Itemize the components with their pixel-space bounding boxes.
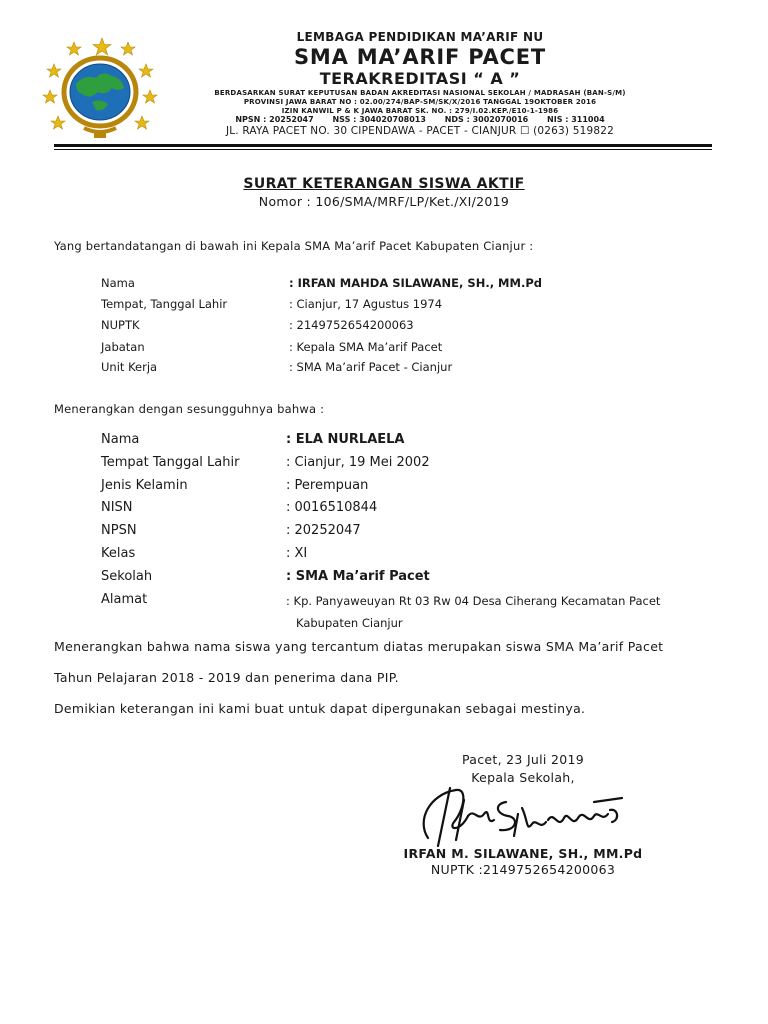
- field-value: : ELA NURLAELA: [286, 432, 405, 447]
- letterhead-divider: [54, 149, 712, 150]
- star-icon: [121, 42, 135, 55]
- nis-id: NIS : 311004: [547, 115, 605, 124]
- closing-paragraph: Demikian keterangan ini kami buat untuk dapat dipergunakan sebagai mestinya.: [54, 701, 586, 716]
- field-label: Alamat: [101, 592, 148, 607]
- letterhead-organization: LEMBAGA PENDIDIKAN MA’ARIF NU: [296, 30, 544, 44]
- npsn-id: NPSN : 20252047: [235, 115, 314, 124]
- signature-nuptk: NUPTK :2149752654200063: [430, 862, 616, 877]
- letterhead-divider: [54, 144, 712, 147]
- body-paragraph: Tahun Pelajaran 2018 - 2019 dan penerima dana PIP.: [54, 670, 399, 685]
- document-number: Nomor : 106/SMA/MRF/LP/Ket./XI/2019: [258, 194, 510, 209]
- body-paragraph: Menerangkan bahwa nama siswa yang tercantum diatas merupakan siswa SMA Ma’arif Pacet: [54, 639, 664, 654]
- nds-id: NDS : 3002070016: [444, 115, 529, 124]
- letterhead-school-name: SMA MA’ARIF PACET: [293, 45, 547, 69]
- field-value: : Cianjur, 19 Mei 2002: [286, 455, 430, 470]
- letterhead-accreditation: TERAKREDITASI “ A ”: [319, 69, 521, 88]
- statement-paragraph: Menerangkan dengan sesungguhnya bahwa :: [54, 402, 325, 416]
- letterhead-decree-line: PROVINSI JAWA BARAT NO : 02.00/274/BAP-SM/SK/X/2016 TANGGAL 19OKTOBER 2016: [243, 98, 597, 106]
- field-value: : 20252047: [286, 523, 361, 538]
- field-value: : 2149752654200063: [289, 318, 414, 332]
- star-icon: [47, 64, 61, 77]
- document-title: SURAT KETERANGAN SISWA AKTIF: [243, 176, 525, 192]
- field-label: NUPTK: [101, 318, 140, 332]
- signature-name: IRFAN M. SILAWANE, SH., MM.Pd: [403, 846, 643, 861]
- signature-position: Kepala Sekolah,: [471, 770, 575, 785]
- school-logo: [40, 36, 160, 142]
- field-label: Jabatan: [101, 340, 145, 354]
- field-value: : Kepala SMA Ma’arif Pacet: [289, 340, 443, 354]
- field-value: Kabupaten Cianjur: [296, 616, 403, 630]
- field-value: : IRFAN MAHDA SILAWANE, SH., MM.Pd: [289, 276, 542, 290]
- intro-paragraph: Yang bertandatangan di bawah ini Kepala SMA Ma’arif Pacet Kabupaten Cianjur :: [54, 239, 534, 253]
- star-icon: [43, 90, 57, 103]
- field-value: : Cianjur, 17 Agustus 1974: [289, 297, 443, 311]
- field-label: Nama: [101, 276, 135, 290]
- field-value: : Perempuan: [286, 478, 369, 493]
- field-label: Tempat, Tanggal Lahir: [101, 297, 228, 311]
- field-label: Sekolah: [101, 569, 153, 584]
- letterhead-identifiers: [150, 115, 690, 124]
- field-value: : XI: [286, 546, 308, 561]
- field-label: Jenis Kelamin: [101, 478, 188, 493]
- field-label: NISN: [101, 500, 133, 515]
- star-icon: [67, 42, 81, 55]
- handwritten-signature: [408, 780, 648, 850]
- signature-place-date: Pacet, 23 Juli 2019: [462, 752, 584, 767]
- field-label: Kelas: [101, 546, 136, 561]
- letterhead-decree-line: IZIN KANWIL P & K JAWA BARAT SK. NO. : 279/I.02.KEP./E10-1-1986: [281, 107, 559, 115]
- field-label: Tempat Tanggal Lahir: [101, 455, 240, 470]
- letterhead-decree-line: BERDASARKAN SURAT KEPUTUSAN BADAN AKREDITASI NASIONAL SEKOLAH / MADRASAH (BAN-S/M): [214, 89, 626, 97]
- field-value: : 0016510844: [286, 500, 378, 515]
- star-icon: [135, 116, 149, 129]
- nss-id: NSS : 304020708013: [332, 115, 426, 124]
- document-title-wrap: [0, 176, 768, 192]
- letterhead-address: JL. RAYA PACET NO. 30 CIPENDAWA - PACET - CIANJUR ☐ (0263) 519822: [225, 125, 615, 137]
- field-value: : SMA Ma’arif Pacet: [286, 569, 430, 584]
- field-label: Nama: [101, 432, 140, 447]
- star-icon: [51, 116, 65, 129]
- field-value: : Kp. Panyaweuyan Rt 03 Rw 04 Desa Ciherang Kecamatan Pacet: [286, 594, 661, 608]
- field-label: NPSN: [101, 523, 137, 538]
- field-label: Unit Kerja: [101, 360, 158, 374]
- star-icon: [93, 38, 111, 55]
- field-value: : SMA Ma’arif Pacet - Cianjur: [289, 360, 453, 374]
